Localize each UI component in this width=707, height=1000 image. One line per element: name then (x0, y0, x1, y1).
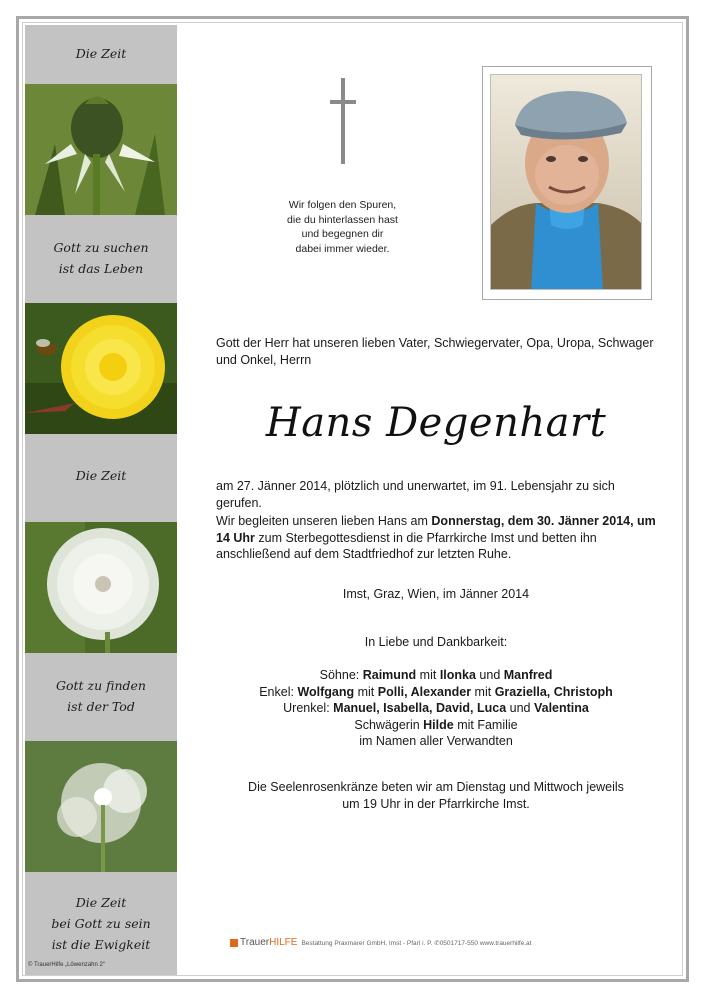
verse-line: Wir folgen den Spuren, (288, 199, 397, 211)
sidebar (25, 25, 177, 975)
dandelion-dispersing-image (25, 741, 177, 872)
rosary-line: Die Seelenrosenkränze beten wir am Dienstag und Mittwoch jeweils (248, 780, 624, 794)
intro-text: Gott der Herr hat unseren lieben Vater, Schwiegervater, Opa, Uropa, Schwager und Onkel, Herrn (216, 336, 654, 367)
dandelion-bud-image (25, 84, 177, 215)
cross-icon (330, 78, 356, 164)
family-sister-in-law: Schwägerin Hilde mit Familie (354, 717, 518, 732)
family-grandchildren: Enkel: Wolfgang mit Polli, Alexander mit Graziella, Christoph (259, 684, 613, 699)
funeral-details (216, 513, 656, 563)
sidebar-line: Die Zeit (75, 468, 127, 483)
image-credit: © TrauerHilfe „Löwenzahn 2“ (28, 962, 105, 968)
sidebar-line: Gott zu finden (56, 678, 146, 693)
death-notice: am 27. Jänner 2014, plötzlich und unerwartet, im 91. Lebensjahr zu sich gerufen. (216, 479, 615, 510)
sidebar-text-4 (25, 675, 177, 717)
sidebar-line: ist der Tod (67, 699, 135, 714)
sidebar-line: Die Zeit (75, 895, 127, 910)
sidebar-line: ist das Leben (58, 261, 144, 276)
dandelion-seedhead-image (25, 522, 177, 653)
portrait-photo (490, 74, 642, 290)
love-line: In Liebe und Dankbarkeit: (364, 635, 508, 649)
family-great-grandchildren: Urenkel: Manuel, Isabella, David, Luca und Valentina (283, 701, 589, 715)
family-sons: Söhne: Raimund mit Ilonka und Manfred (319, 668, 553, 682)
family-list (216, 667, 656, 750)
funeral-date: Donnerstag, dem 30. Jänner 2014, um 14 Uhr (216, 514, 656, 545)
brand-logo-icon (230, 939, 238, 947)
sidebar-text-3 (25, 465, 177, 486)
rosary-line: um 19 Uhr in der Pfarrkirche Imst. (342, 796, 530, 811)
sidebar-line: bei Gott zu sein (51, 916, 151, 931)
place-date: Imst, Graz, Wien, im Jänner 2014 (342, 587, 530, 601)
verse-line: und begegnen dir (301, 228, 384, 240)
sidebar-text-2 (25, 237, 177, 279)
sidebar-text-5 (25, 892, 177, 955)
verse-line: dabei immer wieder. (295, 242, 390, 255)
sidebar-line: ist die Ewigkeit (51, 937, 151, 952)
verse (240, 198, 445, 256)
family-all: im Namen aller Verwandten (359, 734, 513, 748)
deceased-name: Hans Degenhart (265, 400, 607, 446)
brand-name: TrauerHILFE (240, 937, 298, 948)
footer-info: Bestattung Praxmarer GmbH, Imst - Pfarl i. P. ✆0501717-550 www.trauerhilfe.at (301, 939, 532, 947)
funeral-text: Wir begleiten unseren lieben Hans am (216, 514, 432, 528)
rosary-info (216, 779, 656, 812)
funeral-text: zum Sterbegottesdienst in die Pfarrkirche Imst und betten ihn anschließend auf dem Stadtfriedhof zur letzten Ruhe. (216, 530, 597, 561)
dandelion-flower-image (25, 303, 177, 434)
sidebar-text-1 (25, 43, 177, 64)
sidebar-line: Die Zeit (75, 46, 127, 61)
verse-line: die du hinterlassen hast (287, 213, 398, 226)
sidebar-line: Gott zu suchen (53, 240, 149, 255)
footer (230, 937, 650, 951)
